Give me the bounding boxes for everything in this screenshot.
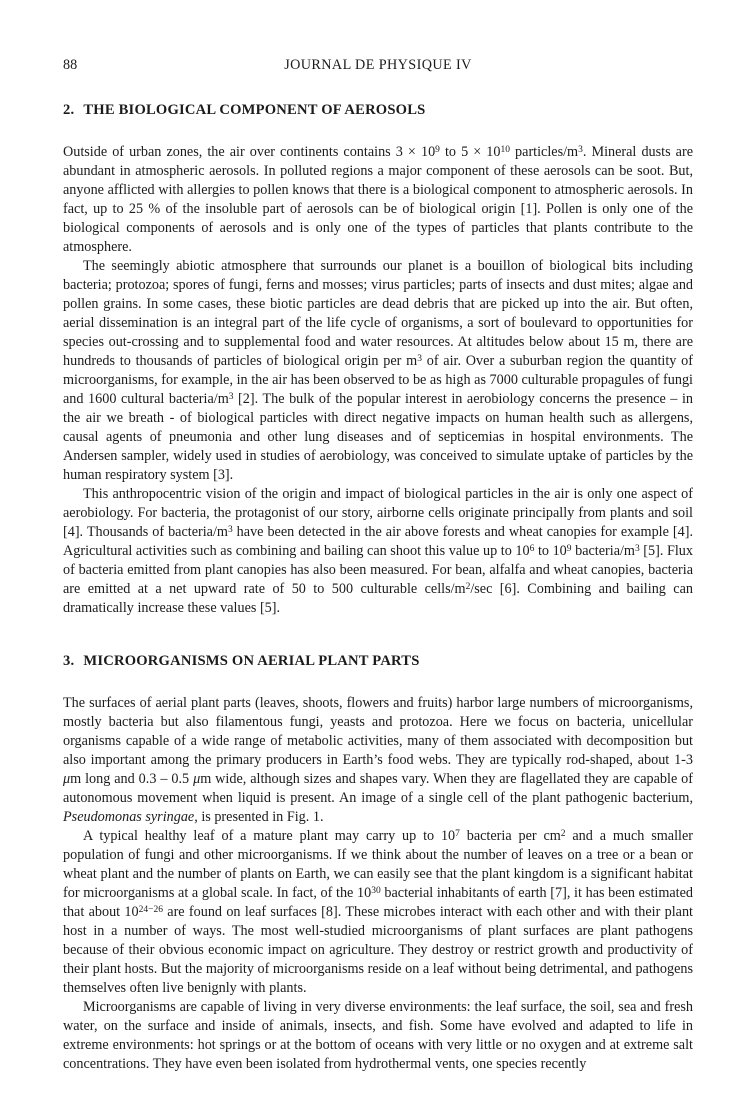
section-3-paragraph-1: The surfaces of aerial plant parts (leaves, shoots, flowers and fruits) harbor large numbers of microorganisms, mostly bacteria but also filamentous fungi, yeasts and protozoa. Here we focus on bacteria, unicellular organisms capable of a wide range of metabolic activities, many of them associated with decomposition but also important among the primary producers in Earth’s food webs. They are typically rod-shaped, about 1-3 μm long and 0.3 – 0.5 μm wide, although sizes and shapes vary. When they are flagellated they are capable of autonomous movement when liquid is present. An image of a single cell of the plant pathogenic bacterium, Pseudomonas syringae, is presented in Fig. 1. (63, 695, 693, 825)
section-3-title: MICROORGANISMS ON AERIAL PLANT PARTS (83, 653, 420, 669)
section-2-paragraph-1: Outside of urban zones, the air over continents contains $3 \times 10^9$ to $5 \times 10^{10}$ particles/$m^3$. Mineral dusts are abundant in atmospheric aerosols. In polluted regions a major component of these aerosols can be soot. But, anyone afflicted with allergies to pollen knows that there is a biological component to atmospheric aerosols. In fact, up to 25 % of the insoluble part of aerosols can be of biological origin [1]. Pollen is only one of the biological components of aerosols and is only one of the types of particles that plants contribute to the atmosphere. (63, 144, 693, 255)
section-3-paragraph-3: Microorganisms are capable of living in very diverse environments: the leaf surface, the soil, sea and fresh water, on the surface and inside of animals, insects, and fish. Some have evolved and adapted to life in extreme environments: hot springs or at the bottom of oceans with very little or no oxygen and at extreme salt concentrations. They have even been isolated from hydrothermal vents, one species recently (63, 999, 693, 1072)
section-2-paragraph-2: The seemingly abiotic atmosphere that surrounds our planet is a bouillon of biological bits including bacteria; protozoa; spores of fungi, ferns and mosses; virus particles; parts of insects and dust mites; algae and pollen grains. In some cases, these biotic particles are dead debris that are picked up into the air. But often, aerial dissemination is an integral part of the life cycle of organisms, a sort of boulevard to opportunities for species out-crossing and to supplemental food and water resources. At altitudes below about 15 m, there are hundreds to thousands of particles of biological origin per $m^3$ of air. Over a suburban region the quantity of microorganisms, for example, in the air has been observed to be as high as 7000 culturable propagules of fungi and 1600 cultural bacteria/$m^3$ [2]. The bulk of the popular interest in aerobiology concerns the presence – in the air we breath - of biological particles with direct negative impacts on human health such as allergens, causal agents of pneumonia and other lung diseases and of septicemias in hospital environments. The Andersen sampler, widely used in studies of aerobiology, was conceived to simulate uptake of particles by the human respiratory system [3]. (63, 258, 693, 483)
section-3-heading (63, 652, 693, 671)
section-2-title: THE BIOLOGICAL COMPONENT OF AEROSOLS (83, 102, 426, 118)
section-2-number: 2. (63, 102, 75, 118)
section-3-number: 3. (63, 653, 75, 669)
section-3-paragraph-2: A typical healthy leaf of a mature plant may carry up to $10^7$ bacteria per $cm^2$ and a much smaller population of fungi and other microorganisms. If we think about the number of leaves on a tree or a bean or wheat plant and the number of plants on Earth, we can easily see that the plant kingdom is a significant habitat for microorganisms at a global scale. In fact, of the $10^{30}$ bacterial inhabitants of earth [7], it has been estimated that about $10^{24-26}$ are found on leaf surfaces [8]. These microbes interact with each other and with their plant host in a number of ways. The most well-studied microorganisms of plant surfaces are plant pathogens because of their obvious economic impact on agriculture. They destroy or restrict growth and productivity of their plant hosts. But the majority of microorganisms reside on a leaf without being detrimental, and pathogens themselves often live benignly with plants. (63, 828, 693, 996)
section-2-paragraph-3: This anthropocentric vision of the origin and impact of biological particles in the air is only one aspect of aerobiology. For bacteria, the protagonist of our story, airborne cells originate principally from plants and soil [4]. Thousands of bacteria/$m^3$ have been detected in the air above forests and wheat canopies for example [4]. Agricultural activities such as combining and bailing can shoot this value up to $10^6$ to $10^9$ bacteria/$m^3$ [5]. Flux of bacteria emitted from plant canopies has also been measured. For bean, alfalfa and wheat canopies, bacteria are emitted at a net upward rate of 50 to 500 culturable cells/$m^2/\sec$ [6]. Combining and bailing can dramatically increase these values [5]. (63, 486, 693, 616)
journal-title: JOURNAL DE PHYSIQUE IV (284, 57, 472, 73)
page-number: 88 (63, 57, 78, 73)
section-2-heading (63, 101, 693, 120)
running-head (63, 56, 693, 75)
